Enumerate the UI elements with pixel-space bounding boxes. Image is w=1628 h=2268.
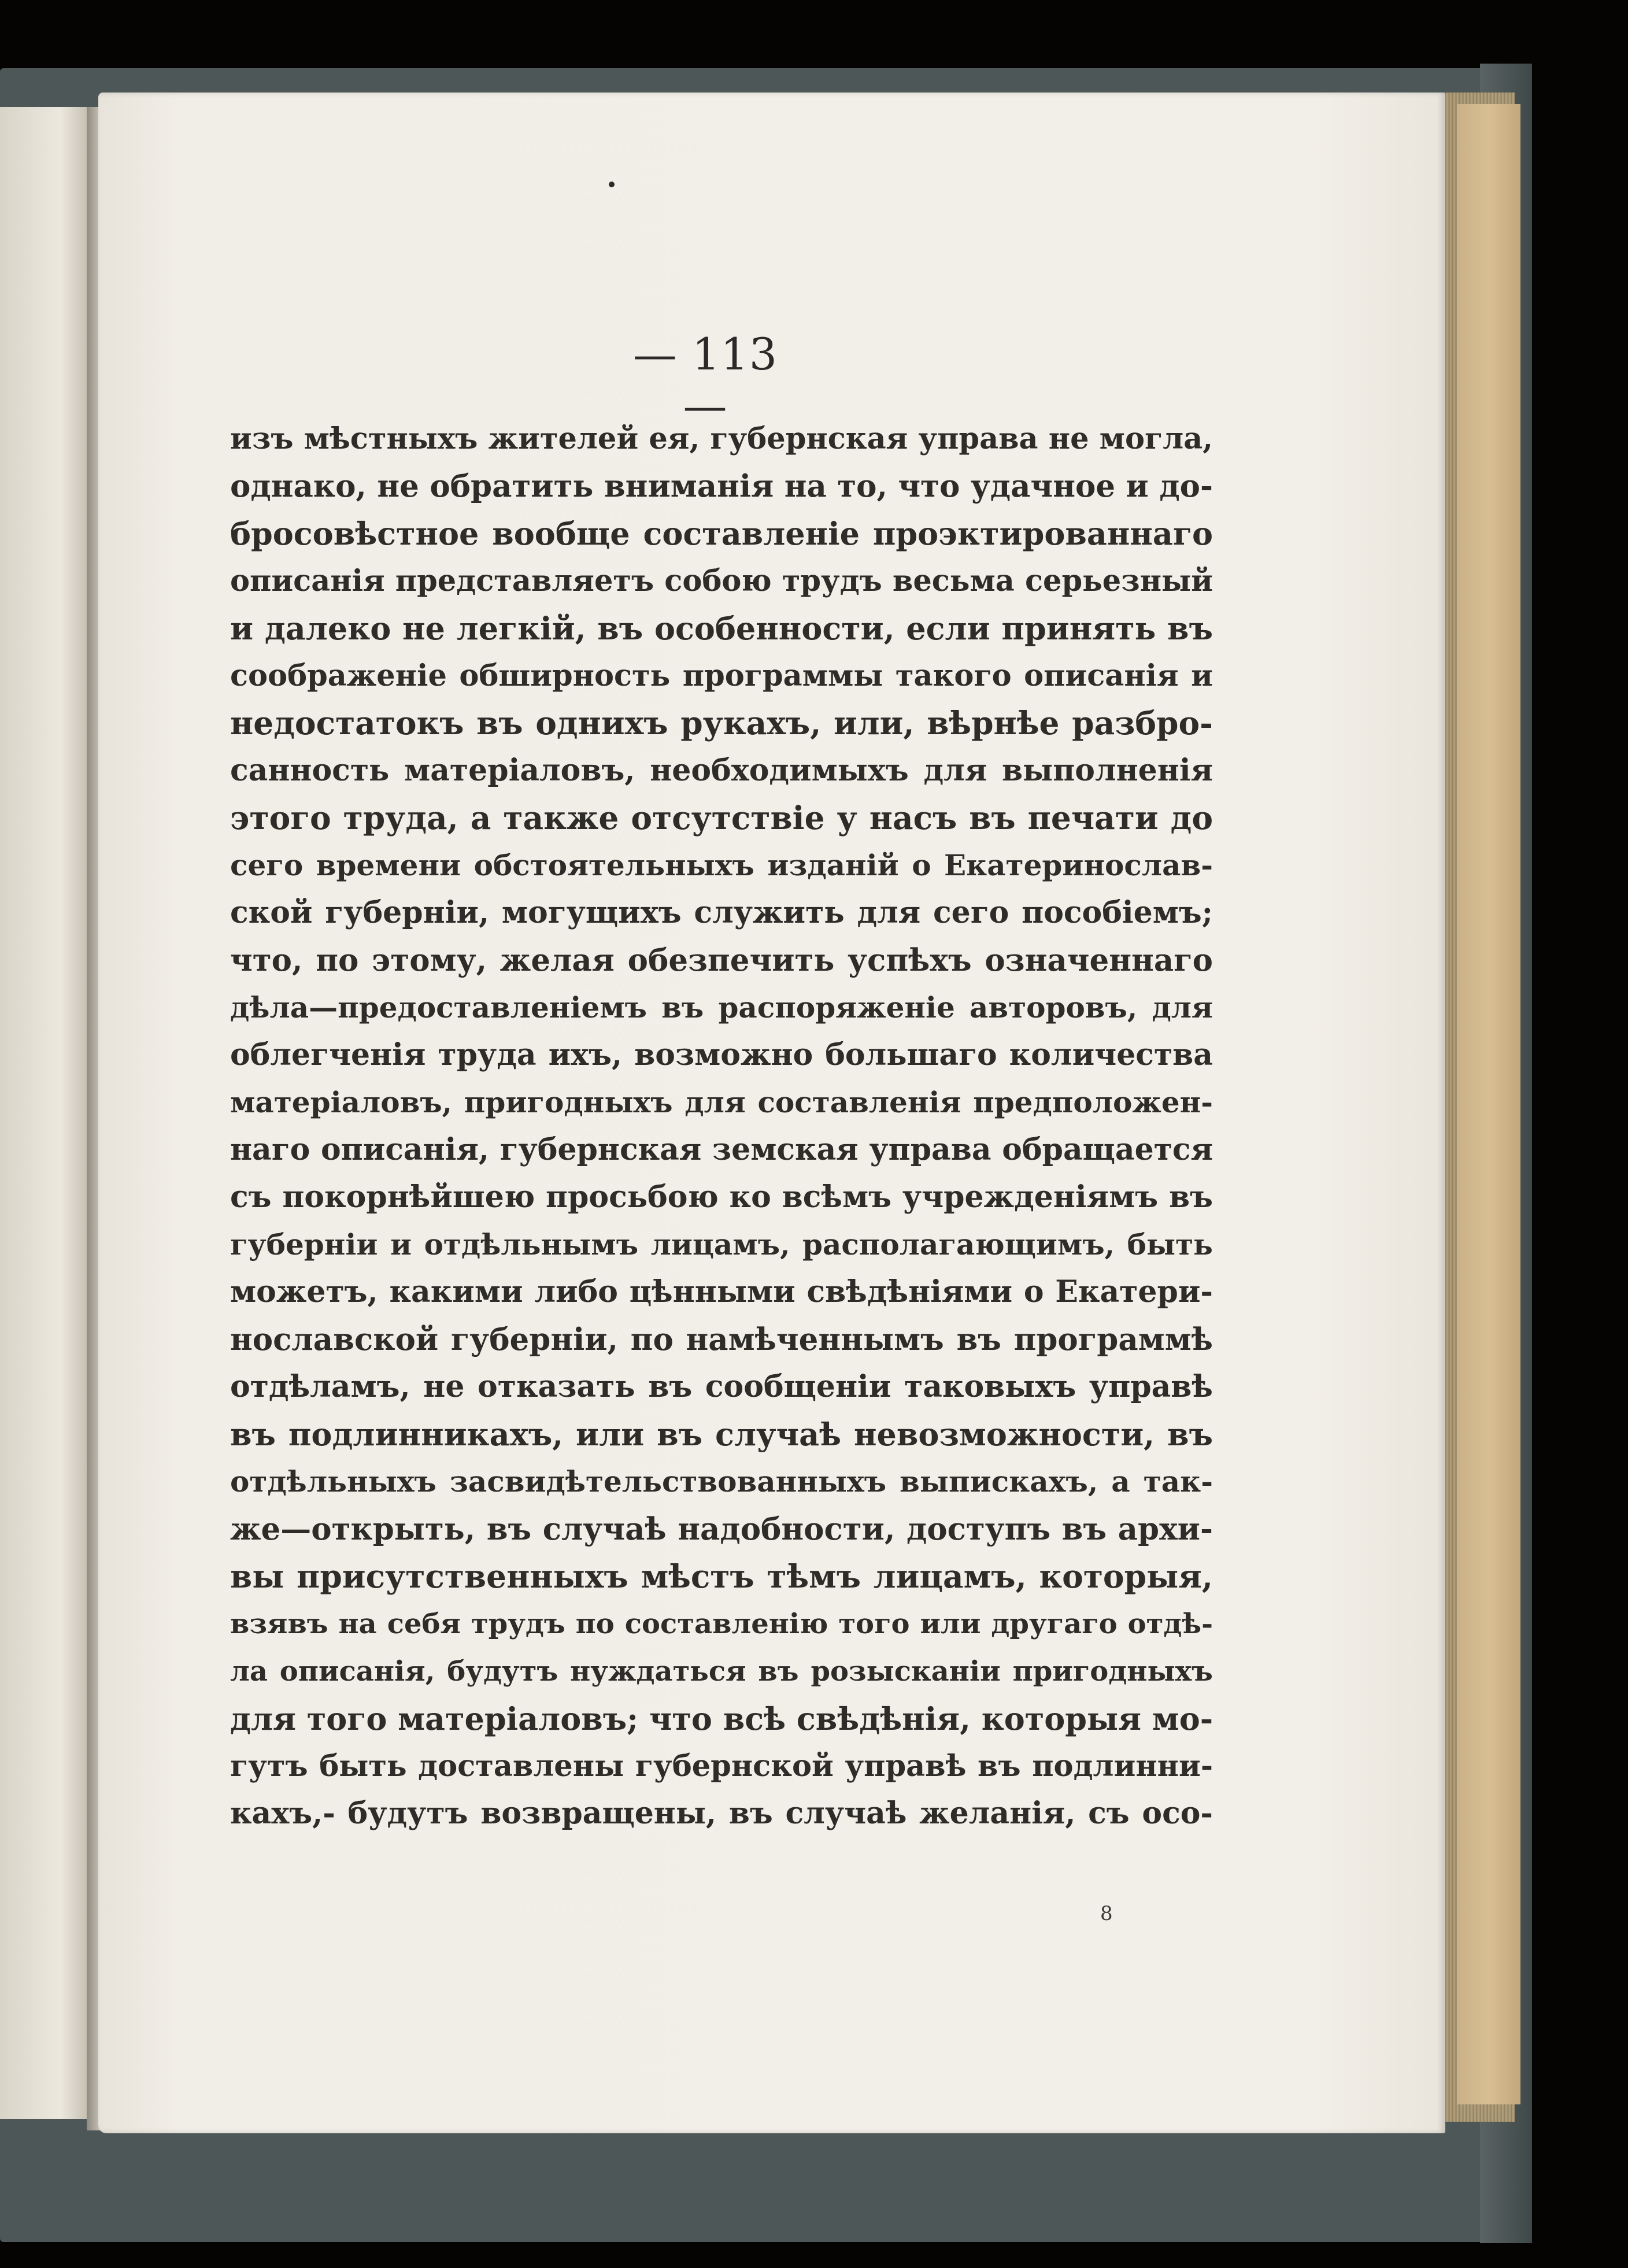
page-edges-block bbox=[1457, 104, 1520, 2104]
text-line: бросовѣстное вообще составленіе проэктированнаго bbox=[230, 515, 1213, 552]
text-line: для того матеріаловъ; что всѣ свѣдѣнія, которыя мо- bbox=[230, 1700, 1213, 1737]
ink-speck bbox=[609, 182, 615, 187]
text-line: недостатокъ въ однихъ рукахъ, или, вѣрнѣе разбро- bbox=[230, 704, 1213, 742]
text-line: съ покорнѣйшею просьбою ко всѣмъ учрежденіямъ въ bbox=[230, 1179, 1213, 1215]
text-line: кахъ,- будутъ возвращены, въ случаѣ желанія, съ осо- bbox=[230, 1796, 1213, 1831]
text-line: что, по этому, желая обезпечить успѣхъ означеннаго bbox=[230, 942, 1213, 978]
text-line: дѣла—предоставленіемъ въ распоряженіе авторовъ, для bbox=[230, 990, 1213, 1024]
body-text bbox=[230, 415, 1213, 1837]
signature-mark: 8 bbox=[1100, 1902, 1113, 1925]
text-line: санность матеріаловъ, необходимыхъ для выполненія bbox=[230, 753, 1213, 788]
text-line: ла описанія, будутъ нуждаться въ розысканіи пригодныхъ bbox=[230, 1655, 1213, 1688]
text-line: вы присутственныхъ мѣстъ тѣмъ лицамъ, которыя, bbox=[230, 1557, 1213, 1595]
text-line: нославской губерніи, по намѣченнымъ въ программѣ bbox=[230, 1322, 1213, 1357]
text-line: въ подлинникахъ, или въ случаѣ невозможности, въ bbox=[230, 1416, 1213, 1453]
text-line: соображеніе обширность программы такого описанія и bbox=[230, 658, 1213, 693]
text-line: ской губерніи, могущихъ служить для сего пособіемъ; bbox=[230, 895, 1213, 930]
text-line: сего времени обстоятельныхъ изданій о Екатеринослав- bbox=[230, 848, 1213, 882]
text-line: взявъ на себя трудъ по составленію того или другаго отдѣ- bbox=[230, 1608, 1213, 1640]
text-line: отдѣламъ, не отказать въ сообщеніи таковыхъ управѣ bbox=[230, 1369, 1213, 1404]
text-line: губерніи и отдѣльнымъ лицамъ, располагающимъ, быть bbox=[230, 1227, 1213, 1261]
text-line: описанія представляетъ собою трудъ весьма серьезный bbox=[230, 564, 1213, 598]
text-line: можетъ, какими либо цѣнными свѣдѣніями о Екатери- bbox=[230, 1274, 1213, 1309]
text-line: и далеко не легкій, въ особенности, если принять въ bbox=[230, 610, 1213, 647]
text-line: изъ мѣстныхъ жителей ея, губернская управа не могла, bbox=[230, 421, 1213, 456]
text-line: гутъ быть доставлены губернской управѣ въ подлинни- bbox=[230, 1749, 1213, 1784]
text-line: же—открыть, въ случаѣ надобности, доступъ въ архи- bbox=[230, 1511, 1213, 1547]
text-line: отдѣльныхъ засвидѣтельствованныхъ выпискахъ, а так- bbox=[230, 1464, 1213, 1499]
facing-page bbox=[0, 107, 87, 2119]
text-line: наго описанія, губернская земская управа обращается bbox=[230, 1132, 1213, 1167]
text-line: этого труда, а также отсутствіе у насъ въ печати до bbox=[230, 799, 1213, 837]
page-number: — 113 — bbox=[632, 328, 778, 431]
text-line: облегченія труда ихъ, возможно большаго количества bbox=[230, 1037, 1213, 1072]
text-line: матеріаловъ, пригодныхъ для составленія предположен- bbox=[230, 1085, 1213, 1119]
text-line: однако, не обратить вниманія на то, что удачное и до- bbox=[230, 468, 1213, 504]
